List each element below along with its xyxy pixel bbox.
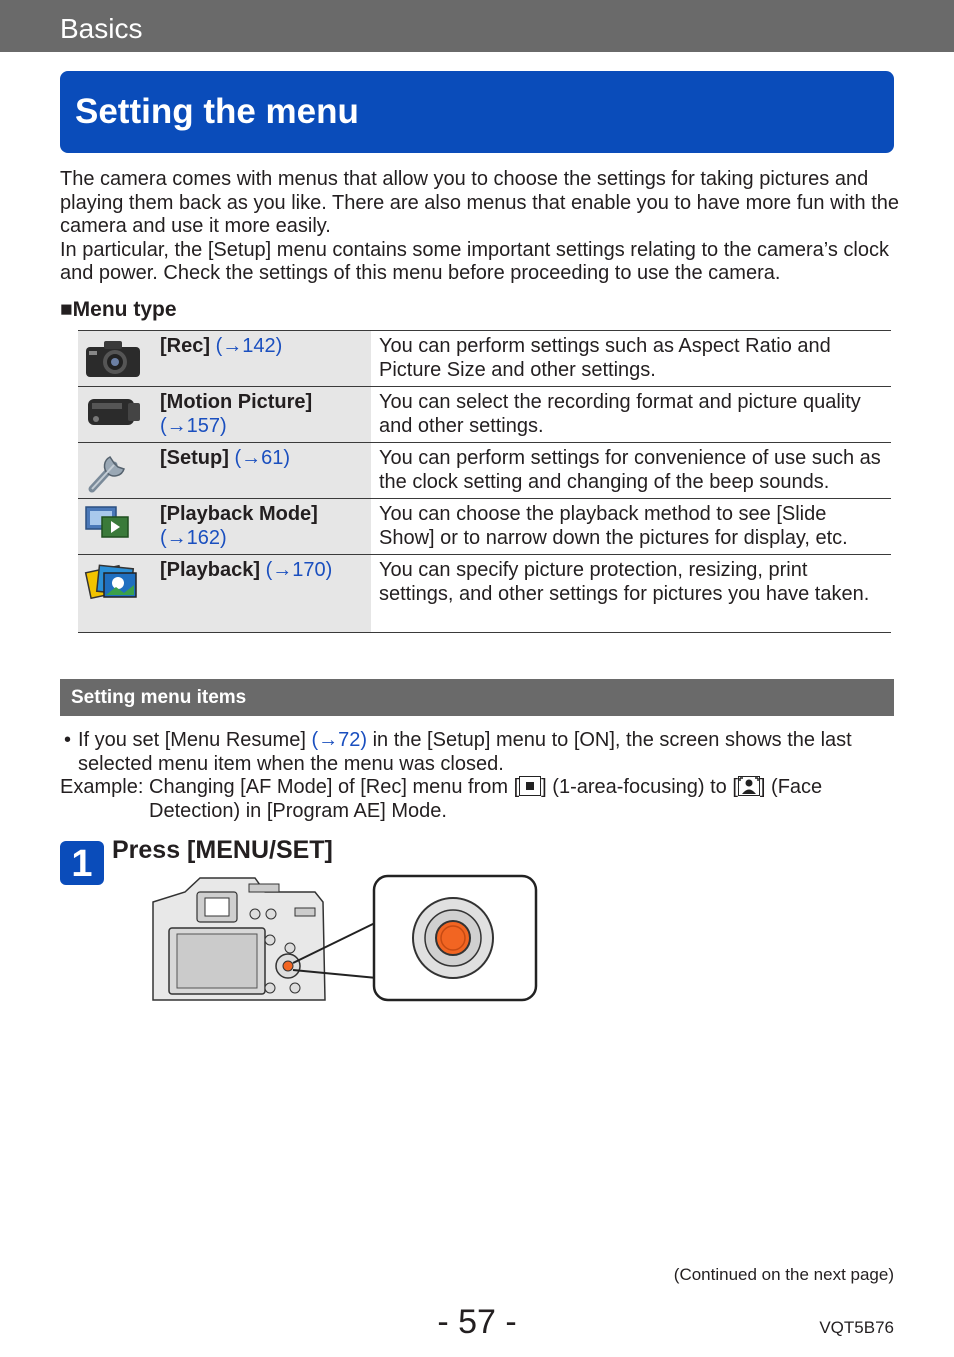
title-banner (60, 71, 894, 153)
page-ref-link[interactable]: (→61) (234, 447, 291, 469)
step-number-badge (60, 841, 104, 885)
one-area-focus-icon (519, 776, 541, 796)
menu-description: You can specify picture protection, resizing, print settings, and other settings for pictures you have taken. (379, 559, 870, 605)
bullet-dot: • (64, 729, 72, 751)
page-ref-link[interactable]: (→142) (215, 335, 283, 357)
note-text: in the [Setup] menu to [ON], the screen shows the last selected menu item when the menu was closed. (78, 729, 852, 775)
table-row (78, 443, 891, 499)
menu-description: You can perform settings for convenience of use such as the clock setting and changing of the beep sounds. (379, 447, 881, 493)
menu-type-table (78, 330, 891, 633)
menu-description: You can choose the playback method to see [Slide Show] or to narrow down the pictures for display, etc. (379, 503, 848, 549)
document-id: VQT5B76 (819, 1318, 894, 1337)
page-ref-link[interactable]: (→157) (160, 414, 227, 437)
page-ref-link[interactable]: (→162) (160, 526, 227, 549)
intro-text (60, 168, 900, 286)
subsection-title: Setting menu items (71, 687, 247, 708)
menu-name: [Setup] (160, 447, 229, 469)
wrench-icon (84, 449, 134, 493)
page-title: Setting the menu (75, 92, 359, 131)
menu-type-heading: ■Menu type (60, 298, 177, 321)
menu-resume-note (64, 729, 904, 776)
intro-paragraph-1: The camera comes with menus that allow you to choose the settings for taking pictures and playing them back as you like. There are also menus that enable you to have more fun with the camera and use it more easily. (60, 168, 900, 238)
menu-name: [Playback] (160, 559, 261, 581)
intro-paragraph-2: In particular, the [Setup] menu contains some important settings relating to the camera’s clock and power. Check the settings of this menu before proceeding to use the camera. (60, 238, 889, 285)
step-number: 1 (71, 843, 93, 885)
setting-menu-items-header (60, 679, 894, 716)
menu-description: You can select the recording format and picture quality and other settings. (379, 391, 861, 437)
step-instruction: Press [MENU/SET] (112, 836, 333, 864)
example-text: ] (1-area-focusing) to [ (541, 776, 738, 798)
page-number: - 57 - (437, 1303, 517, 1341)
page-ref-link[interactable]: (→72) (311, 729, 368, 751)
example-text: ] (Face Detection) in [Program AE] Mode. (149, 776, 823, 822)
example-label: Example: (60, 776, 144, 798)
menu-description: You can perform settings such as Aspect Ratio and Picture Size and other settings. (379, 335, 831, 381)
video-camera-icon (84, 393, 142, 431)
camera-icon (84, 337, 142, 379)
table-row (78, 331, 891, 387)
header-bar (0, 0, 954, 52)
table-row (78, 387, 891, 443)
page-ref-link[interactable]: (→170) (265, 559, 333, 581)
playback-photos-icon (84, 561, 142, 603)
table-row (78, 499, 891, 555)
section-label: Basics (60, 13, 143, 44)
example-note (60, 776, 900, 823)
menu-name: [Rec] (160, 335, 211, 357)
continued-note: (Continued on the next page) (673, 1265, 894, 1284)
playback-mode-icon (84, 505, 134, 541)
menu-set-button[interactable] (441, 926, 465, 950)
table-row (78, 555, 891, 633)
camera-back-illustration (145, 870, 545, 1010)
example-text: Changing [AF Mode] of [Rec] menu from [ (149, 776, 520, 798)
menu-name: [Playback Mode] (160, 503, 318, 525)
note-text: If you set [Menu Resume] (78, 729, 312, 751)
menu-name: [Motion Picture] (160, 391, 313, 413)
face-detection-icon (738, 776, 760, 796)
